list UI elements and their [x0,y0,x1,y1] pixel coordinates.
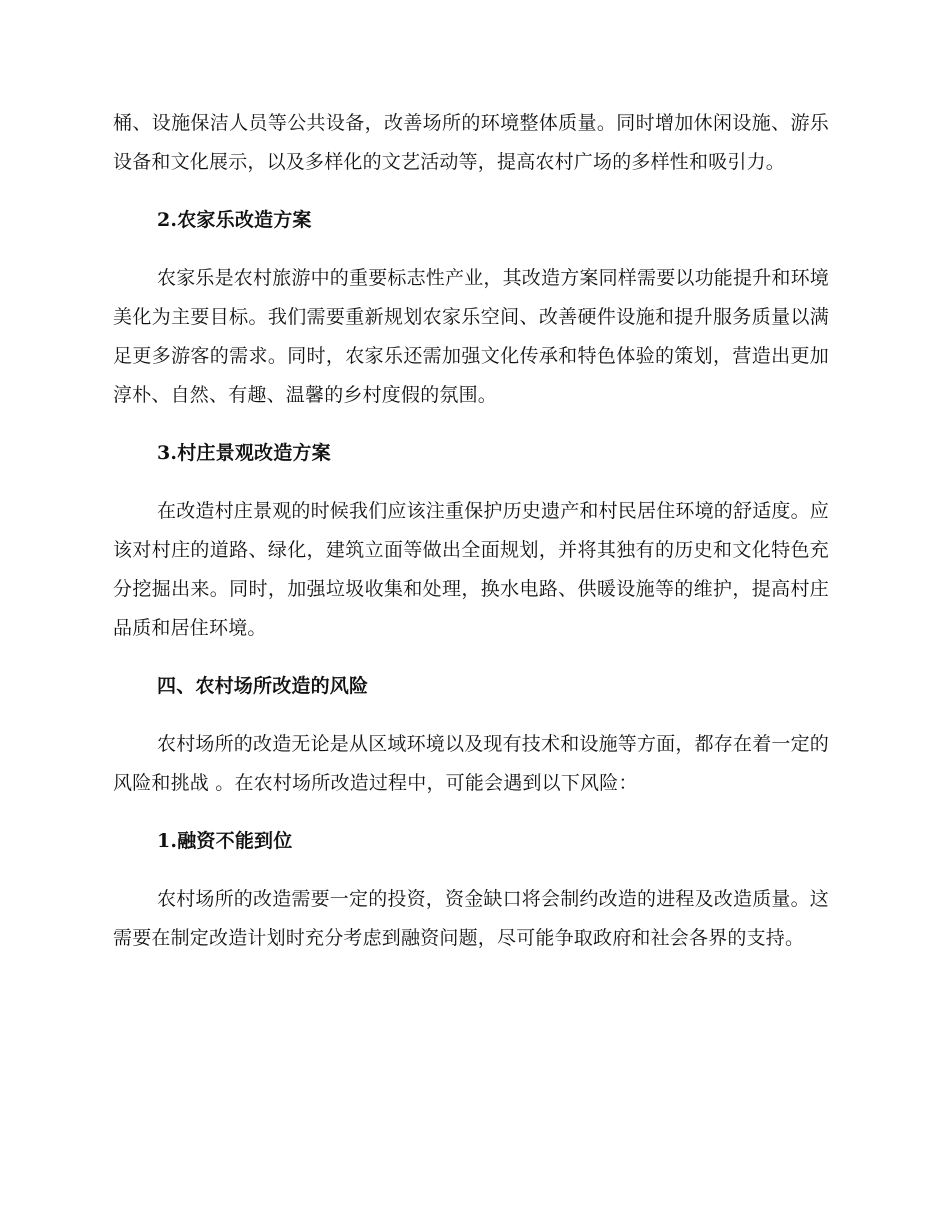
paragraph-plaza-continuation: 桶、设施保洁人员等公共设备，改善场所的环境整体质量。同时增加休闲设施、游乐设备和文化展示，以及多样化的文艺活动等，提高农村广场的多样性和吸引力。 [113,112,829,173]
spacer [113,240,829,259]
paragraph-farmstay: 农家乐是农村旅游中的重要标志性产业，其改造方案同样需要以功能提升和环境美化为主要目标。我们需要重新规划农家乐空间、改善硬件设施和提升服务质量以满足更多游客的需求。同时，农家乐还需加强文化传承和特色体验的策划，营造出更加淳朴、自然、有趣、温馨的乡村度假的氛围。 [113,267,830,406]
spacer [113,803,829,822]
heading-village-landscape-plan: 3.村庄景观改造方案 [157,442,331,464]
heading-farmstay-plan: 2.农家乐改造方案 [157,209,312,231]
heading-renovation-risks: 四、农村场所改造的风险 [157,675,369,697]
heading-financing-risk: 1.融资不能到位 [157,830,293,852]
document-body [113,104,829,958]
spacer [113,415,829,434]
paragraph-financing-risk: 农村场所的改造需要一定的投资，资金缺口将会制约改造的进程及改造质量。这需要在制定改造计划时充分考虑到融资问题，尽可能争取政府和社会各界的支持。 [113,888,830,949]
paragraph-village-landscape: 在改造村庄景观的时候我们应该注重保护历史遗产和村民居住环境的舒适度。应该对村庄的道路、绿化，建筑立面等做出全面规划，并将其独有的历史和文化特色充分挖掘出来。同时，加强垃圾收集和处理，换水电路、供暖设施等的维护，提高村庄品质和居住环境。 [113,500,830,639]
spacer [113,706,829,725]
spacer [113,648,829,667]
spacer [113,473,829,492]
spacer [113,861,829,880]
spacer [113,182,829,201]
paragraph-renovation-risks: 农村场所的改造无论是从区域环境以及现有技术和设施等方面，都存在着一定的风险和挑战 。在农村场所改造过程中，可能会遇到以下风险： [113,733,830,794]
